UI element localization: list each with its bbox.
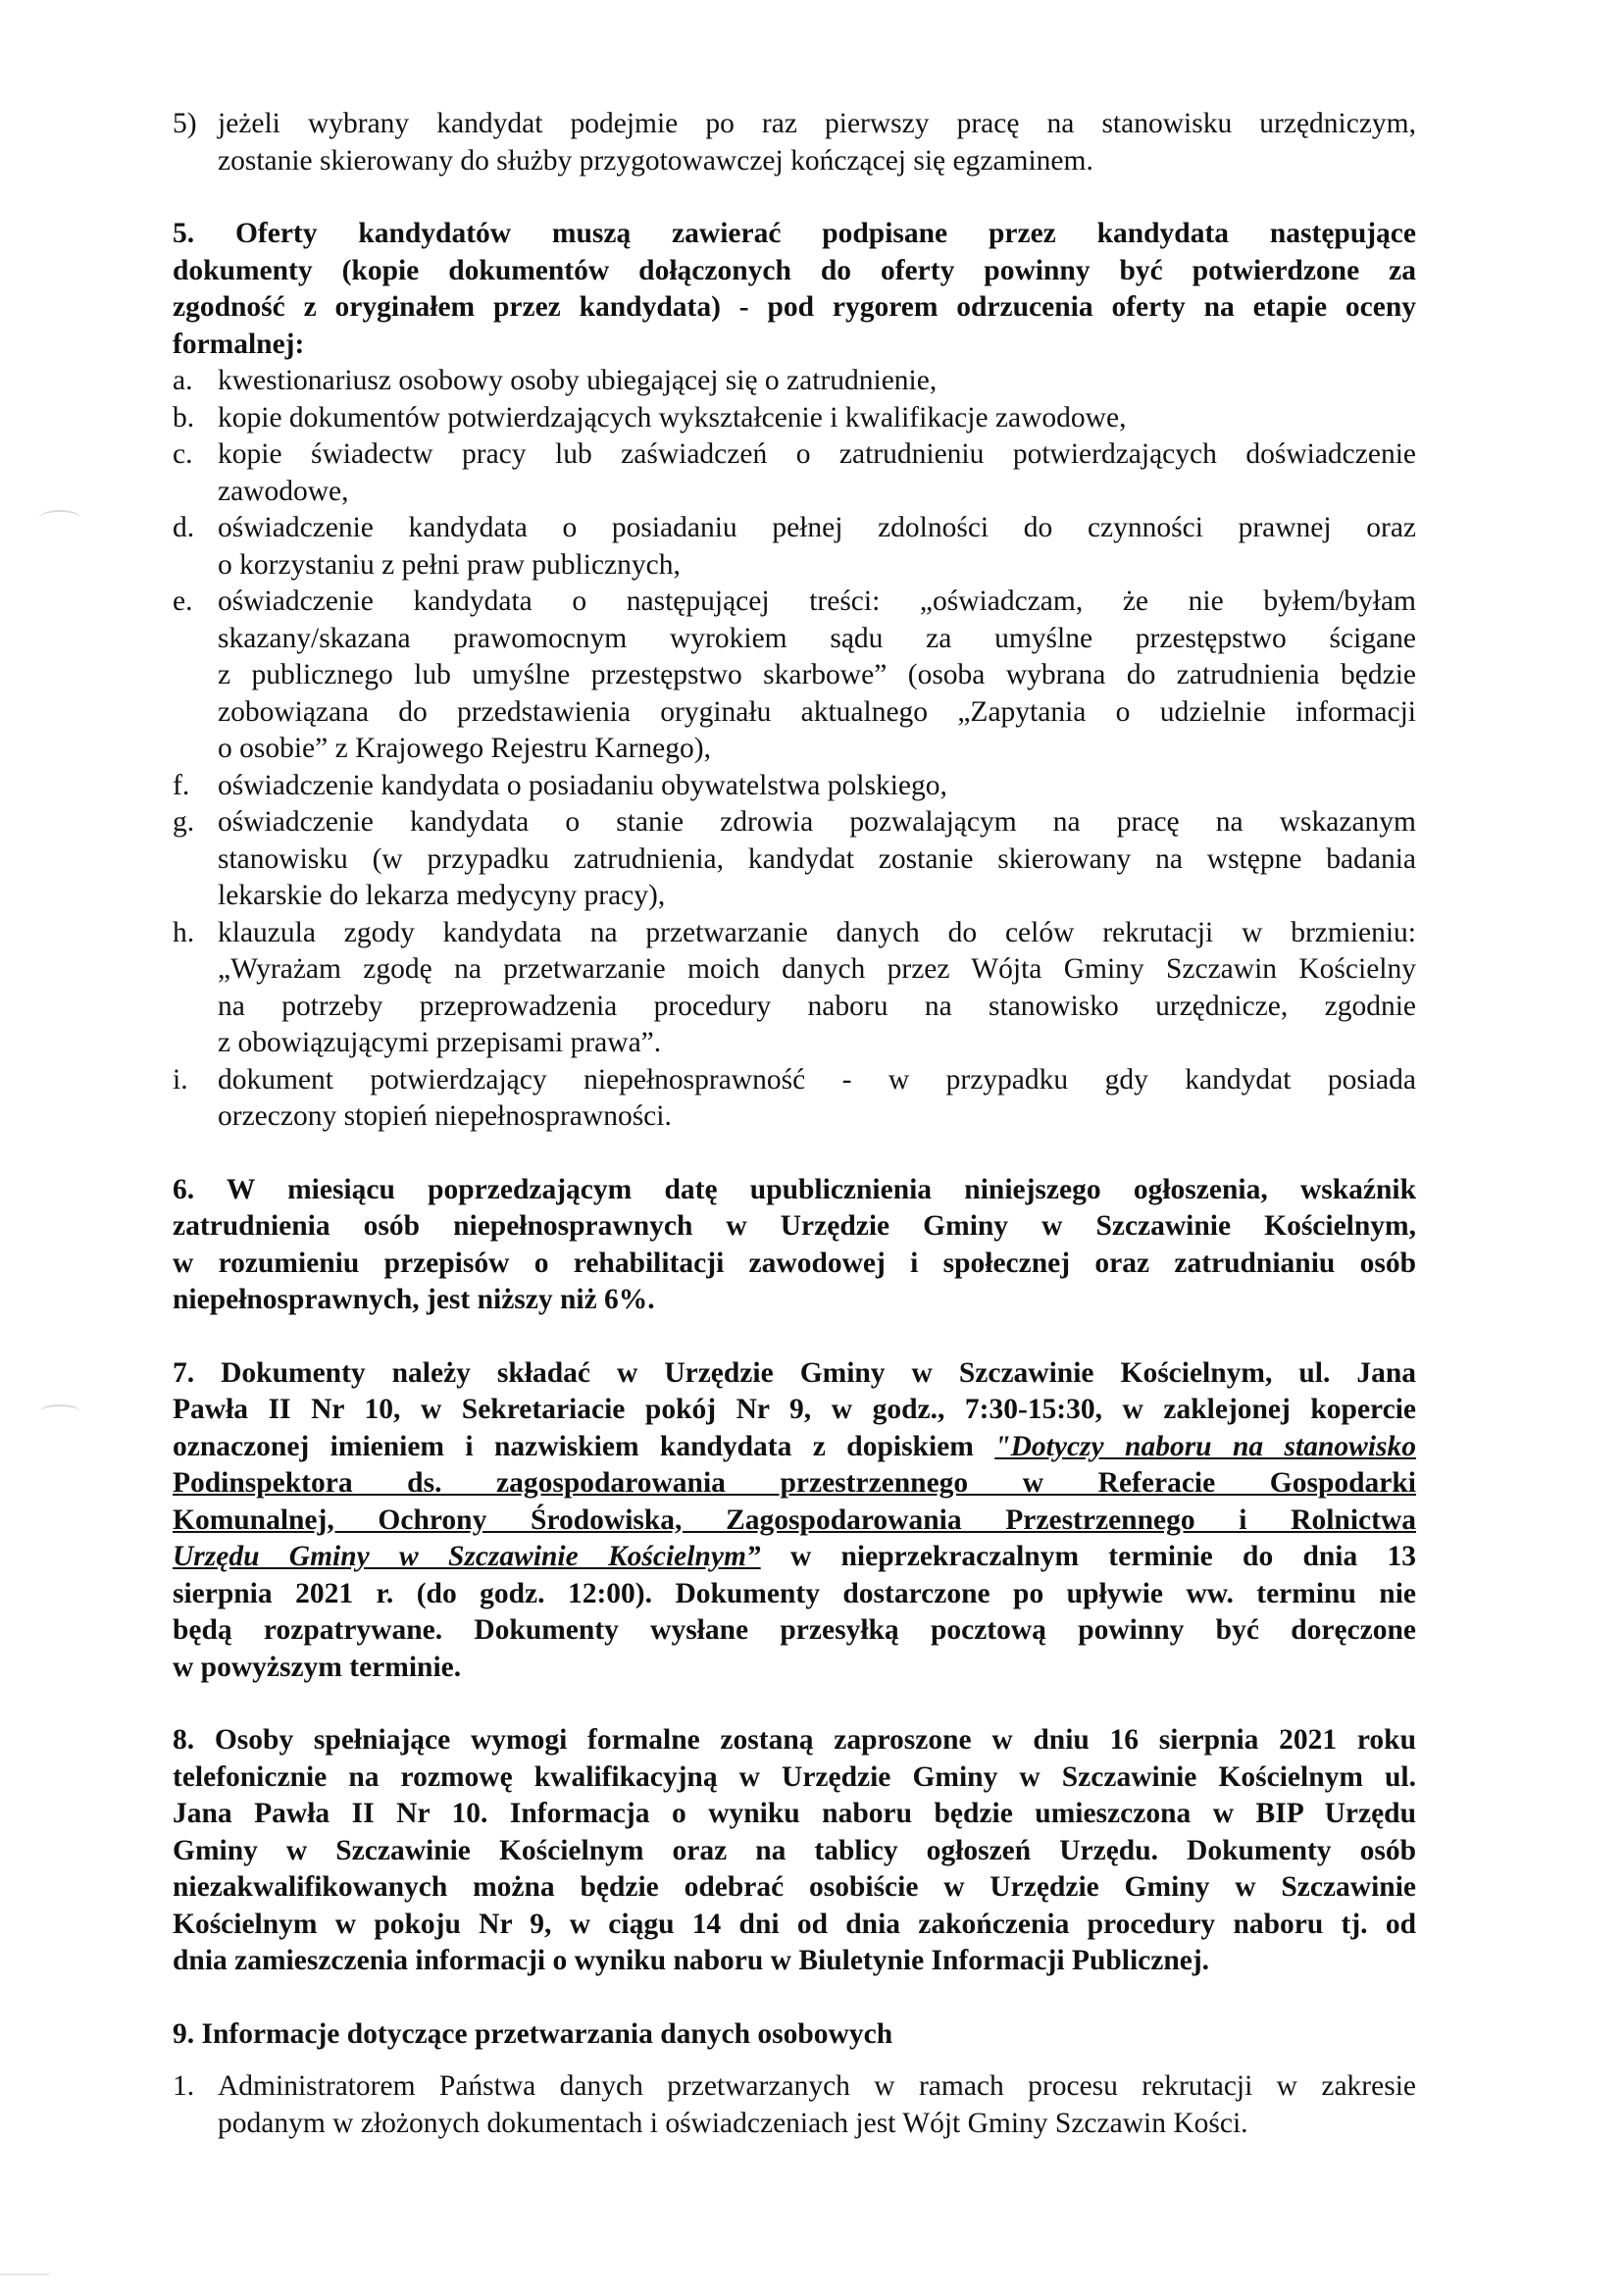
list-item-text: o korzystaniu z pełni praw publicznych,	[218, 548, 681, 581]
paragraph-line	[173, 1539, 1416, 1576]
paragraph-line	[173, 1429, 1416, 1466]
section-9	[173, 2016, 1416, 2143]
list-item-text: kwestionariusz osobowy osoby ubiegającej się o zatrudnienie,	[218, 365, 938, 396]
list-item	[173, 510, 1416, 584]
list-item	[173, 915, 1416, 1062]
list-item-text: na potrzeby przeprowadzenia procedury naboru na stanowisko urzędnicze, zgodnie	[218, 990, 1416, 1022]
underlined-position-title: Komunalnej, Ochrony Środowiska, Zagospodarowania Przestrzennego i Rolnictwa	[173, 1504, 1416, 1536]
section-6	[173, 1172, 1416, 1319]
paragraph-text: oznaczonej imieniem i nazwiskiem kandydata z dopiskiem	[173, 1430, 995, 1462]
list-item-text: lekarskie do lekarza medycyny pracy),	[218, 880, 666, 911]
list-item-text: dokument potwierdzający niepełnosprawność - w przypadku gdy kandydat posiada	[218, 1063, 1416, 1096]
paragraph-line: zostanie skierowany do służby przygotowawczej kończącej się egzaminem.	[218, 144, 1093, 177]
section-9-heading: 9. Informacje dotyczące przetwarzania danych osobowych	[173, 2017, 893, 2050]
scan-artifact	[39, 1404, 80, 1420]
list-item	[173, 400, 1416, 437]
list-item-text: oświadczenie kandydata o posiadaniu pełnej zdolności do czynności prawnej oraz	[218, 512, 1416, 543]
list-item-text: oświadczenie kandydata o stanie zdrowia pozwalającym na pracę na wskazanym	[218, 806, 1416, 838]
paragraph-line: w powyższym terminie.	[173, 1651, 462, 1683]
paragraph-line: telefonicznie na rozmowę kwalifikacyjną w Urzędzie Gminy w Szczawinie Kościelnym ul.	[173, 1760, 1416, 1793]
list-item	[173, 106, 1416, 179]
heading-line: 5. Oferty kandydatów muszą zawierać podpisane przez kandydata następujące	[173, 218, 1416, 249]
list-item-label: e.	[173, 586, 193, 617]
underlined-position-title: Urzędu Gminy w Szczawinie Kościelnym”	[173, 1541, 761, 1572]
heading-line: formalnej:	[173, 328, 305, 360]
list-item	[173, 2068, 1416, 2142]
scan-artifact	[39, 510, 80, 526]
list-item	[173, 436, 1416, 510]
paragraph-line: niezakwalifikowanych można będzie odebrać osobiście w Urzędzie Gminy w Szczawinie	[173, 1871, 1416, 1903]
paragraph-line: Gminy w Szczawinie Kościelnym oraz na tablicy ogłoszeń Urzędu. Dokumenty osób	[173, 1834, 1416, 1866]
list-item-label: a.	[173, 365, 193, 396]
list-item-text: o osobie” z Krajowego Rejestru Karnego),	[218, 733, 711, 764]
section-5	[173, 216, 1416, 1136]
list-item-label: 5)	[173, 108, 197, 139]
list-item-text: orzeczony stopień niepełnosprawności.	[218, 1100, 672, 1132]
list-item-label: i.	[173, 1063, 188, 1096]
paragraph-line: Kościelnym w pokoju Nr 9, w ciągu 14 dni od dnia zakończenia procedury naboru tj. od	[173, 1908, 1416, 1940]
paragraph-line: w rozumieniu przepisów o rehabilitacji zawodowej i społecznej oraz zatrudnianiu osób	[173, 1247, 1416, 1279]
list-item	[173, 804, 1416, 915]
section-7	[173, 1355, 1416, 1687]
paragraph-text: w nieprzekraczalnym terminie do dnia 13	[760, 1541, 1416, 1572]
list-item	[173, 584, 1416, 768]
list-item-text: zobowiązana do przedstawienia oryginału aktualnego „Zapytania o udzielnie informacji	[218, 695, 1416, 728]
list-item-label: h.	[173, 916, 195, 948]
paragraph-line: niepełnosprawnych, jest niższy niż 6%.	[173, 1284, 655, 1315]
list-item	[173, 1062, 1416, 1136]
list-item-label: 1.	[173, 2070, 195, 2102]
section-5-heading	[173, 216, 1416, 363]
list-item-text: „Wyrażam zgodę na przetwarzanie moich danych przez Wójta Gminy Szczawin Kościelny	[218, 953, 1416, 985]
list-item-text: z publicznego lub umyślne przestępstwo skarbowe” (osoba wybrana do zatrudnienia będzie	[218, 659, 1416, 690]
paragraph-line: będą rozpatrywane. Dokumenty wysłane przesyłką pocztową powinny być doręczone	[173, 1614, 1416, 1646]
list-item	[173, 768, 1416, 805]
paragraph-line: 6. W miesiącu poprzedzającym datę upublicznienia niniejszego ogłoszenia, wskaźnik	[173, 1173, 1416, 1205]
heading-line: zgodność z oryginałem przez kandydata) - pod rygorem odrzucenia oferty na etapie oceny	[173, 291, 1416, 323]
list-item-label: g.	[173, 806, 195, 838]
list-item-text: klauzula zgody kandydata na przetwarzanie danych do celów rekrutacji w brzmieniu:	[218, 916, 1416, 948]
list-item-label: b.	[173, 401, 195, 433]
list-item-text: oświadczenie kandydata o następującej treści: „oświadczam, że nie byłem/byłam	[218, 586, 1416, 617]
list-item-label: d.	[173, 512, 195, 543]
paragraph-line: sierpnia 2021 r. (do godz. 12:00). Dokumenty dostarczone po upływie ww. terminu nie	[173, 1577, 1416, 1609]
paragraph-line: zatrudnienia osób niepełnosprawnych w Urzędzie Gminy w Szczawinie Kościelnym,	[173, 1210, 1416, 1242]
list-item-text: stanowisku (w przypadku zatrudnienia, kandydat zostanie skierowany na wstępne badania	[218, 842, 1416, 875]
list-item-text: kopie dokumentów potwierdzających wykształcenie i kwalifikacje zawodowe,	[218, 401, 1127, 433]
section-8	[173, 1722, 1416, 1980]
paragraph-line: Jana Pawła II Nr 10. Informacja o wyniku naboru będzie umieszczona w BIP Urzędu	[173, 1798, 1416, 1829]
document-body	[173, 106, 1416, 2142]
list-item-text: zawodowe,	[218, 475, 349, 507]
list-item-text: kopie świadectw pracy lub zaświadczeń o zatrudnieniu potwierdzających doświadczenie	[218, 438, 1416, 470]
list-item-text: skazany/skazana prawomocnym wyrokiem sądu za umyślne przestępstwo ścigane	[218, 622, 1416, 654]
scan-artifact	[0, 2273, 49, 2275]
list-item-text: podanym w złożonych dokumentach i oświadczeniach jest Wójt Gminy Szczawin Kości.	[218, 2107, 1248, 2139]
list-item	[173, 363, 1416, 400]
paragraph-line: jeżeli wybrany kandydat podejmie po raz pierwszy pracę na stanowisku urzędniczym,	[218, 108, 1416, 139]
list-item-text: oświadczenie kandydata o posiadaniu obywatelstwa polskiego,	[218, 769, 947, 801]
list-item-text: Administratorem Państwa danych przetwarzanych w ramach procesu rekrutacji w zakresie	[218, 2070, 1416, 2102]
paragraph-line: Pawła II Nr 10, w Sekretariacie pokój Nr 9, w godz., 7:30-15:30, w zaklejonej kopercie	[173, 1394, 1416, 1425]
underlined-position-title: Podinspektora ds. zagospodarowania przestrzennego w Referacie Gospodarki	[173, 1467, 1416, 1499]
heading-line: dokumenty (kopie dokumentów dołączonych do oferty powinny być potwierdzone za	[173, 254, 1416, 286]
underlined-position-title: "Dotyczy naboru na stanowisko	[994, 1430, 1416, 1462]
paragraph-line: dnia zamieszczenia informacji o wyniku naboru w Biuletynie Informacji Publicznej.	[173, 1945, 1210, 1976]
list-item-label: f.	[173, 769, 190, 801]
list-item-text: z obowiązującymi przepisami prawa”.	[218, 1027, 662, 1058]
list-item-label: c.	[173, 438, 193, 470]
paragraph-line: 8. Osoby spełniające wymogi formalne zostaną zaproszone w dniu 16 sierpnia 2021 roku	[173, 1724, 1416, 1756]
paragraph-line: 7. Dokumenty należy składać w Urzędzie Gminy w Szczawinie Kościelnym, ul. Jana	[173, 1356, 1416, 1389]
